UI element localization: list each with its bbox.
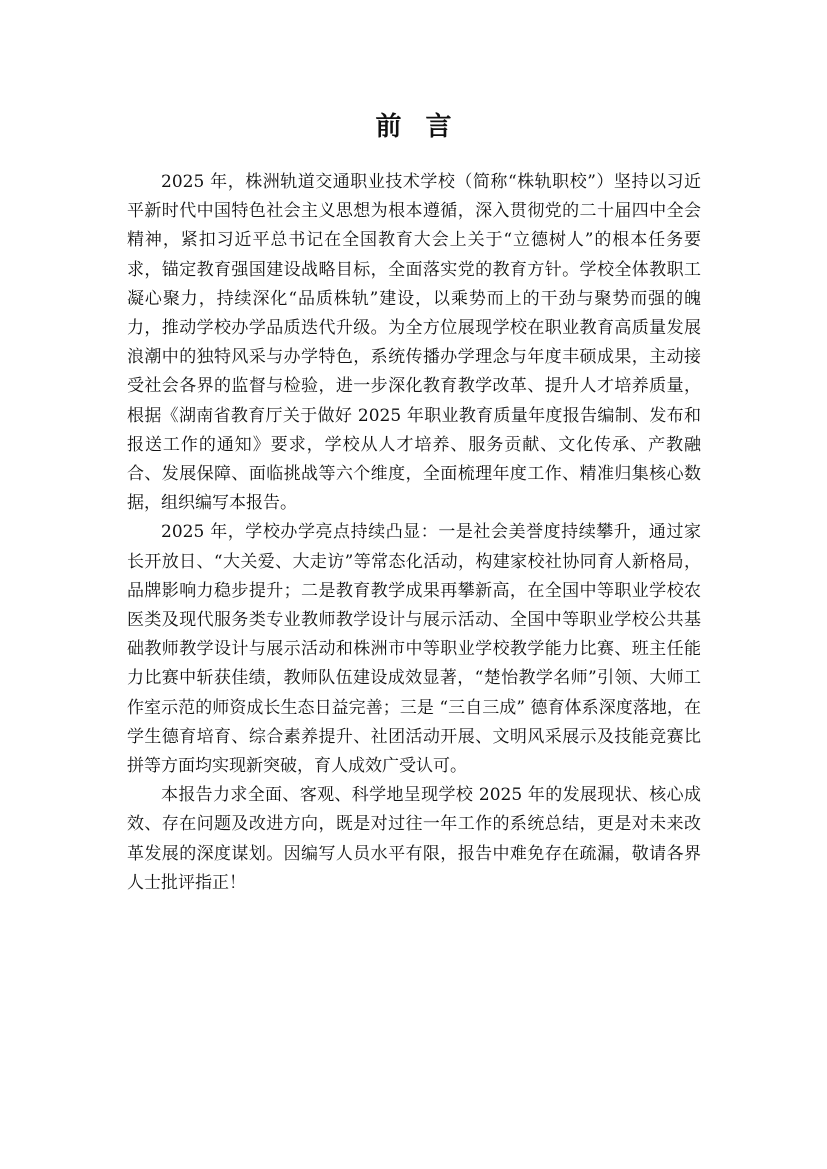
preface-paragraph-1: 2025 年，株洲轨道交通职业技术学校（简称“株轨职校”）坚持以习近平新时代中国特色社会主义思想为根本遵循，深入贯彻党的二十届四中全会精神，紧扣习近平总书记在全国教育大会上关于“立德树人”的根本任务要求，锚定教育强国建设战略目标，全面落实党的教育方针。学校全体教职工凝心聚力，持续深化“品质株轨”建设，以乘势而上的干劲与聚势而强的魄力，推动学校办学品质迭代升级。为全方位展现学校在职业教育高质量发展浪潮中的独特风采与办学特色，系统传播办学理念与年度丰硕成果，主动接受社会各界的监督与检验，进一步深化教育教学改革、提升人才培养质量，根据《湖南省教育厅关于做好 2025 年职业教育质量年度报告编制、发布和报送工作的通知》要求，学校从人才培养、服务贡献、文化传承、产教融合、发展保障、面临挑战等六个维度，全面梳理年度工作、精准归集核心数据，组织编写本报告。 [127,172,701,514]
preface-body [127,168,701,898]
page-title: 前言 [375,112,476,143]
preface-paragraph-3: 本报告力求全面、客观、科学地呈现学校 2025 年的发展现状、核心成效、存在问题及改进方向，既是对过往一年工作的系统总结，更是对未来改革发展的深度谋划。因编写人员水平有限，报告中难免存在疏漏，敬请各界人士批评指正！ [127,785,701,893]
preface-paragraph-2: 2025 年，学校办学亮点持续凸显：一是社会美誉度持续攀升，通过家长开放日、“大关爱、大走访”等常态化活动，构建家校社协同育人新格局，品牌影响力稳步提升；二是教育教学成果再攀新高，在全国中等职业学校农医类及现代服务类专业教师教学设计与展示活动、全国中等职业学校公共基础教师教学设计与展示活动和株洲市中等职业学校教学能力比赛、班主任能力比赛中斩获佳绩，教师队伍建设成效显著，“楚怡教学名师”引领、大师工作室示范的师资成长生态日益完善；三是 “三自三成” 德育体系深度落地，在学生德育培育、综合素养提升、社团活动开展、文明风采展示及技能竞赛比拼等方面均实现新突破，育人成效广受认可。 [127,522,701,777]
